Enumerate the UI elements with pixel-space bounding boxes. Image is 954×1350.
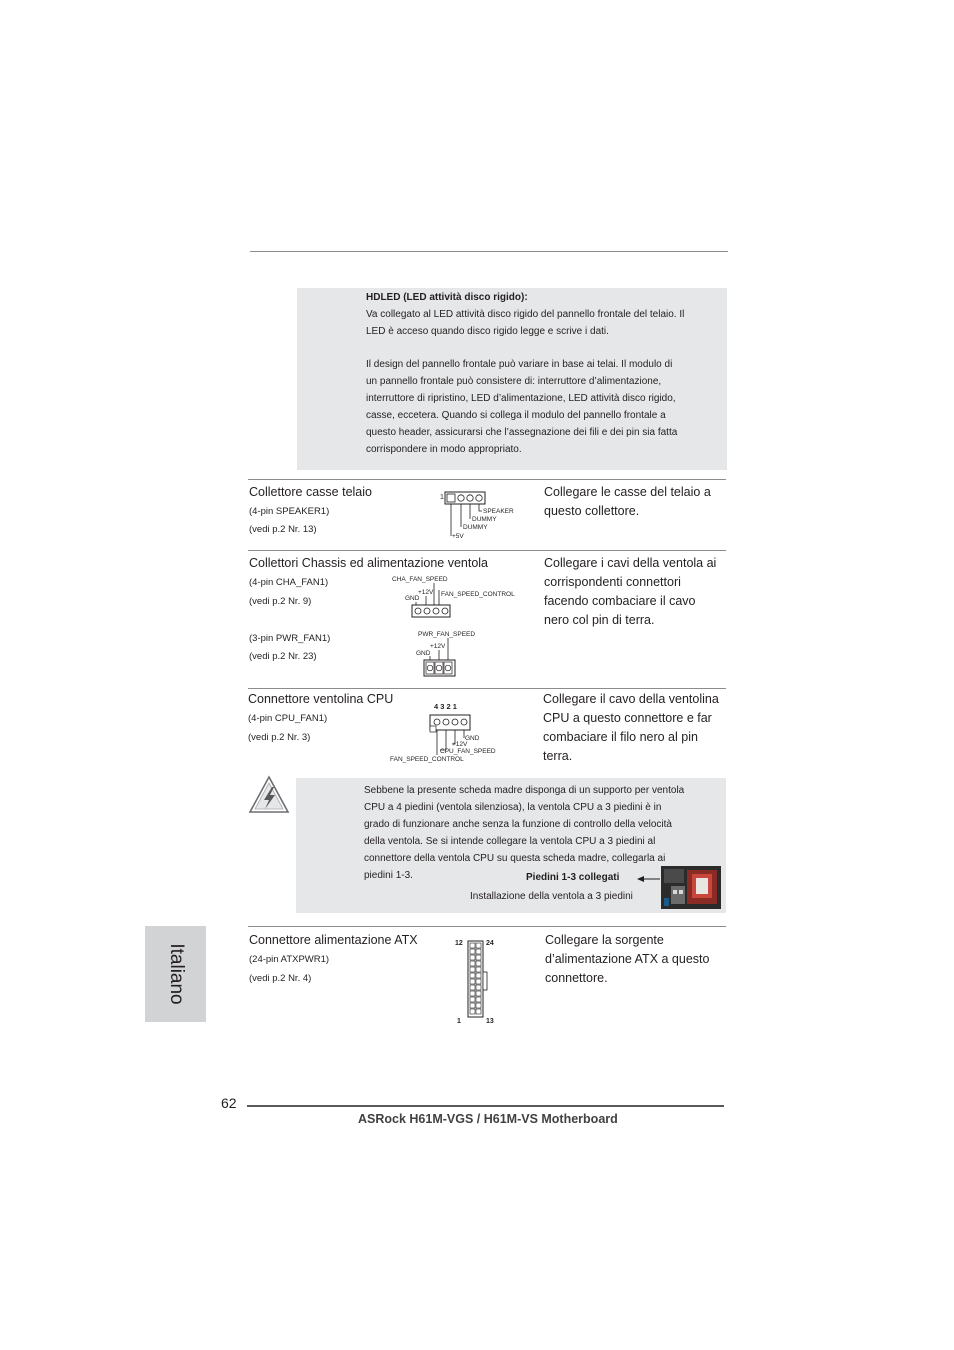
- speaker-desc-line: Collegare le casse del telaio a: [544, 485, 711, 499]
- pwr-fan-speed-label: PWR_FAN_SPEED: [418, 631, 476, 638]
- atx-ref: (vedi p.2 Nr. 4): [249, 973, 312, 984]
- cpu-note-line: connettore della ventola CPU su questa scheda madre, collegarla ai: [364, 853, 666, 864]
- chassis-desc-line: corrispondenti connettori: [544, 575, 681, 589]
- cpu-gnd-label: GND: [465, 735, 480, 742]
- cpu-control-label: FAN_SPEED_CONTROL: [390, 756, 464, 763]
- atx-pin: [470, 985, 475, 990]
- section-rule: [248, 550, 726, 551]
- hdled-para-line: un pannello frontale può consistere di: interruttore d’alimentazione,: [366, 376, 662, 387]
- top-rule: [250, 251, 728, 252]
- footer-product: ASRock H61M-VGS / H61M-VS Motherboard: [358, 1112, 618, 1126]
- language-side-tab: [145, 926, 206, 1022]
- cpu-fan-title: Connettore ventolina CPU: [248, 692, 394, 706]
- cha-fan-12v-label: +12V: [418, 589, 434, 596]
- pin1-label: 1: [440, 494, 444, 501]
- atx-pin: [470, 943, 475, 948]
- hdled-para-line: Il design del pannello frontale può variare in base ai telai. Il modulo di: [366, 359, 673, 370]
- atx-pin-label: 12: [455, 940, 463, 947]
- speaker-pin-label: SPEAKER: [483, 508, 514, 515]
- atx-pin: [476, 979, 481, 984]
- cha-fan-control-label: FAN_SPEED_CONTROL: [441, 591, 515, 598]
- atx-pin: [470, 961, 475, 966]
- speaker-ref: (vedi p.2 Nr. 13): [249, 524, 317, 535]
- section-rule: [248, 688, 726, 689]
- cpu-desc-line: combaciare il filo nero al pin: [543, 730, 698, 744]
- cpu-note-line: piedini 1-3.: [364, 870, 413, 881]
- atx-pin: [470, 973, 475, 978]
- speaker-pins: (4-pin SPEAKER1): [249, 506, 330, 517]
- atx-description: [545, 931, 730, 988]
- warning-icon: [247, 774, 291, 816]
- cha-fan-speed-label: CHA_FAN_SPEED: [392, 576, 448, 583]
- chassis-fan-description: [544, 554, 734, 630]
- hdled-para-line: interruttore di ripristino, LED d’alimentazione, LED attività disco rigido,: [366, 393, 676, 404]
- hdled-para-line: casse, eccetera. Quando si collega il modulo del pannello frontale a: [366, 410, 666, 421]
- chassis-fan-title: Collettori Chassis ed alimentazione ventola: [249, 556, 489, 570]
- atx-pins: (24-pin ATXPWR1): [249, 954, 330, 965]
- fan-install-caption: Installazione della ventola a 3 piedini: [470, 891, 633, 902]
- speaker-title: Collettore casse telaio: [249, 485, 372, 499]
- atx-pin: [476, 949, 481, 954]
- cpu-fan-ref: (vedi p.2 Nr. 3): [248, 732, 311, 743]
- atx-pin-label: 24: [486, 940, 494, 947]
- atx-pin: [470, 991, 475, 996]
- atx-pin: [476, 967, 481, 972]
- atx-diagram: [452, 936, 502, 1028]
- atx-pin: [476, 943, 481, 948]
- atx-pin: [470, 979, 475, 984]
- dummy-pin-label: DUMMY: [472, 516, 497, 523]
- atx-pin: [470, 1003, 475, 1008]
- speaker-section: [249, 483, 449, 538]
- chassis-desc-line: nero col pin di terra.: [544, 613, 655, 627]
- language-label: Italiano: [165, 943, 187, 1005]
- atx-pin: [476, 955, 481, 960]
- footer-rule: [247, 1105, 724, 1107]
- page-number: 62: [221, 1095, 237, 1111]
- chassis-desc-line: facendo combaciare il cavo: [544, 594, 696, 608]
- pwr-fan-pins: (3-pin PWR_FAN1): [249, 633, 331, 644]
- hdled-para-line: corrispondere in modo appropriato.: [366, 444, 522, 455]
- hdled-line: Va collegato al LED attività disco rigido del pannello frontale del telaio. Il: [366, 309, 685, 320]
- hdled-line: LED è acceso quando disco rigido legge e scrive i dati.: [366, 326, 609, 337]
- pwr-fan-diagram: [412, 628, 492, 680]
- pwr-fan-gnd-label: GND: [416, 650, 431, 657]
- atx-desc-line: Collegare la sorgente: [545, 933, 664, 947]
- cpu-fan-numbers: 4 3 2 1: [434, 702, 457, 711]
- cpu-note-line: della ventola. Se si intende collegare la ventola CPU a 3 piedini al: [364, 836, 656, 847]
- atx-pin-label: 13: [486, 1018, 494, 1025]
- cha-fan-diagram: [388, 572, 528, 622]
- atx-pin: [476, 973, 481, 978]
- cha-fan-pins: (4-pin CHA_FAN1): [249, 577, 329, 588]
- atx-pin: [470, 1009, 475, 1014]
- atx-pin: [470, 967, 475, 972]
- atx-pin: [476, 991, 481, 996]
- arrow-left-icon: [637, 874, 661, 884]
- pwr-fan-12v-label: +12V: [430, 643, 446, 650]
- pwr-fan-ref: (vedi p.2 Nr. 23): [249, 651, 317, 662]
- atx-pin: [470, 949, 475, 954]
- cpu-fan-pins: (4-pin CPU_FAN1): [248, 713, 328, 724]
- cpu-12v-label: +12V: [452, 741, 468, 748]
- cpu-desc-line: CPU a questo connettore e far: [543, 711, 712, 725]
- atx-pin: [476, 1009, 481, 1014]
- hdled-title: HDLED (LED attività disco rigido):: [366, 292, 528, 303]
- atx-desc-line: connettore.: [545, 971, 608, 985]
- cha-fan-gnd-label: GND: [405, 595, 420, 602]
- speaker-desc-line: questo collettore.: [544, 504, 640, 518]
- atx-section: [249, 931, 449, 987]
- plus5v-pin-label: +5V: [452, 533, 464, 540]
- atx-pin-label: 1: [457, 1018, 461, 1025]
- atx-pin: [476, 997, 481, 1002]
- fan-install-photo: [661, 866, 721, 909]
- atx-pin: [476, 961, 481, 966]
- pins-connected-label: Piedini 1-3 collegati: [526, 872, 620, 883]
- cha-fan-ref: (vedi p.2 Nr. 9): [249, 596, 312, 607]
- cpu-note-line: Sebbene la presente scheda madre disponga di un supporto per ventola: [364, 785, 685, 796]
- cpu-note-line: CPU a 4 piedini (ventola silenziosa), la ventola CPU a 3 piedini è in: [364, 802, 662, 813]
- cpu-note-line: grado di funzionare anche senza la funzione di controllo della velocità: [364, 819, 672, 830]
- atx-pin: [470, 955, 475, 960]
- section-rule: [248, 479, 726, 480]
- speaker-description: [544, 483, 729, 521]
- cpu-speed-label: CPU_FAN_SPEED: [440, 748, 496, 755]
- atx-pin: [470, 997, 475, 1002]
- chassis-desc-line: Collegare i cavi della ventola ai: [544, 556, 717, 570]
- atx-pin: [476, 985, 481, 990]
- cpu-desc-line: Collegare il cavo della ventolina: [543, 692, 719, 706]
- atx-title: Connettore alimentazione ATX: [249, 933, 418, 947]
- hdled-section: [366, 289, 726, 458]
- section-rule: [248, 926, 726, 927]
- speaker-diagram: [436, 489, 526, 545]
- atx-desc-line: d’alimentazione ATX a questo: [545, 952, 710, 966]
- dummy-pin-label: DUMMY: [463, 524, 488, 531]
- cpu-fan-diagram: [386, 698, 516, 766]
- atx-pin: [476, 1003, 481, 1008]
- hdled-para-line: questo header, assicurarsi che l’assegnazione dei fili e dei pin sia fatta: [366, 427, 678, 438]
- cpu-desc-line: terra.: [543, 749, 573, 763]
- cpu-fan-description: [543, 690, 733, 766]
